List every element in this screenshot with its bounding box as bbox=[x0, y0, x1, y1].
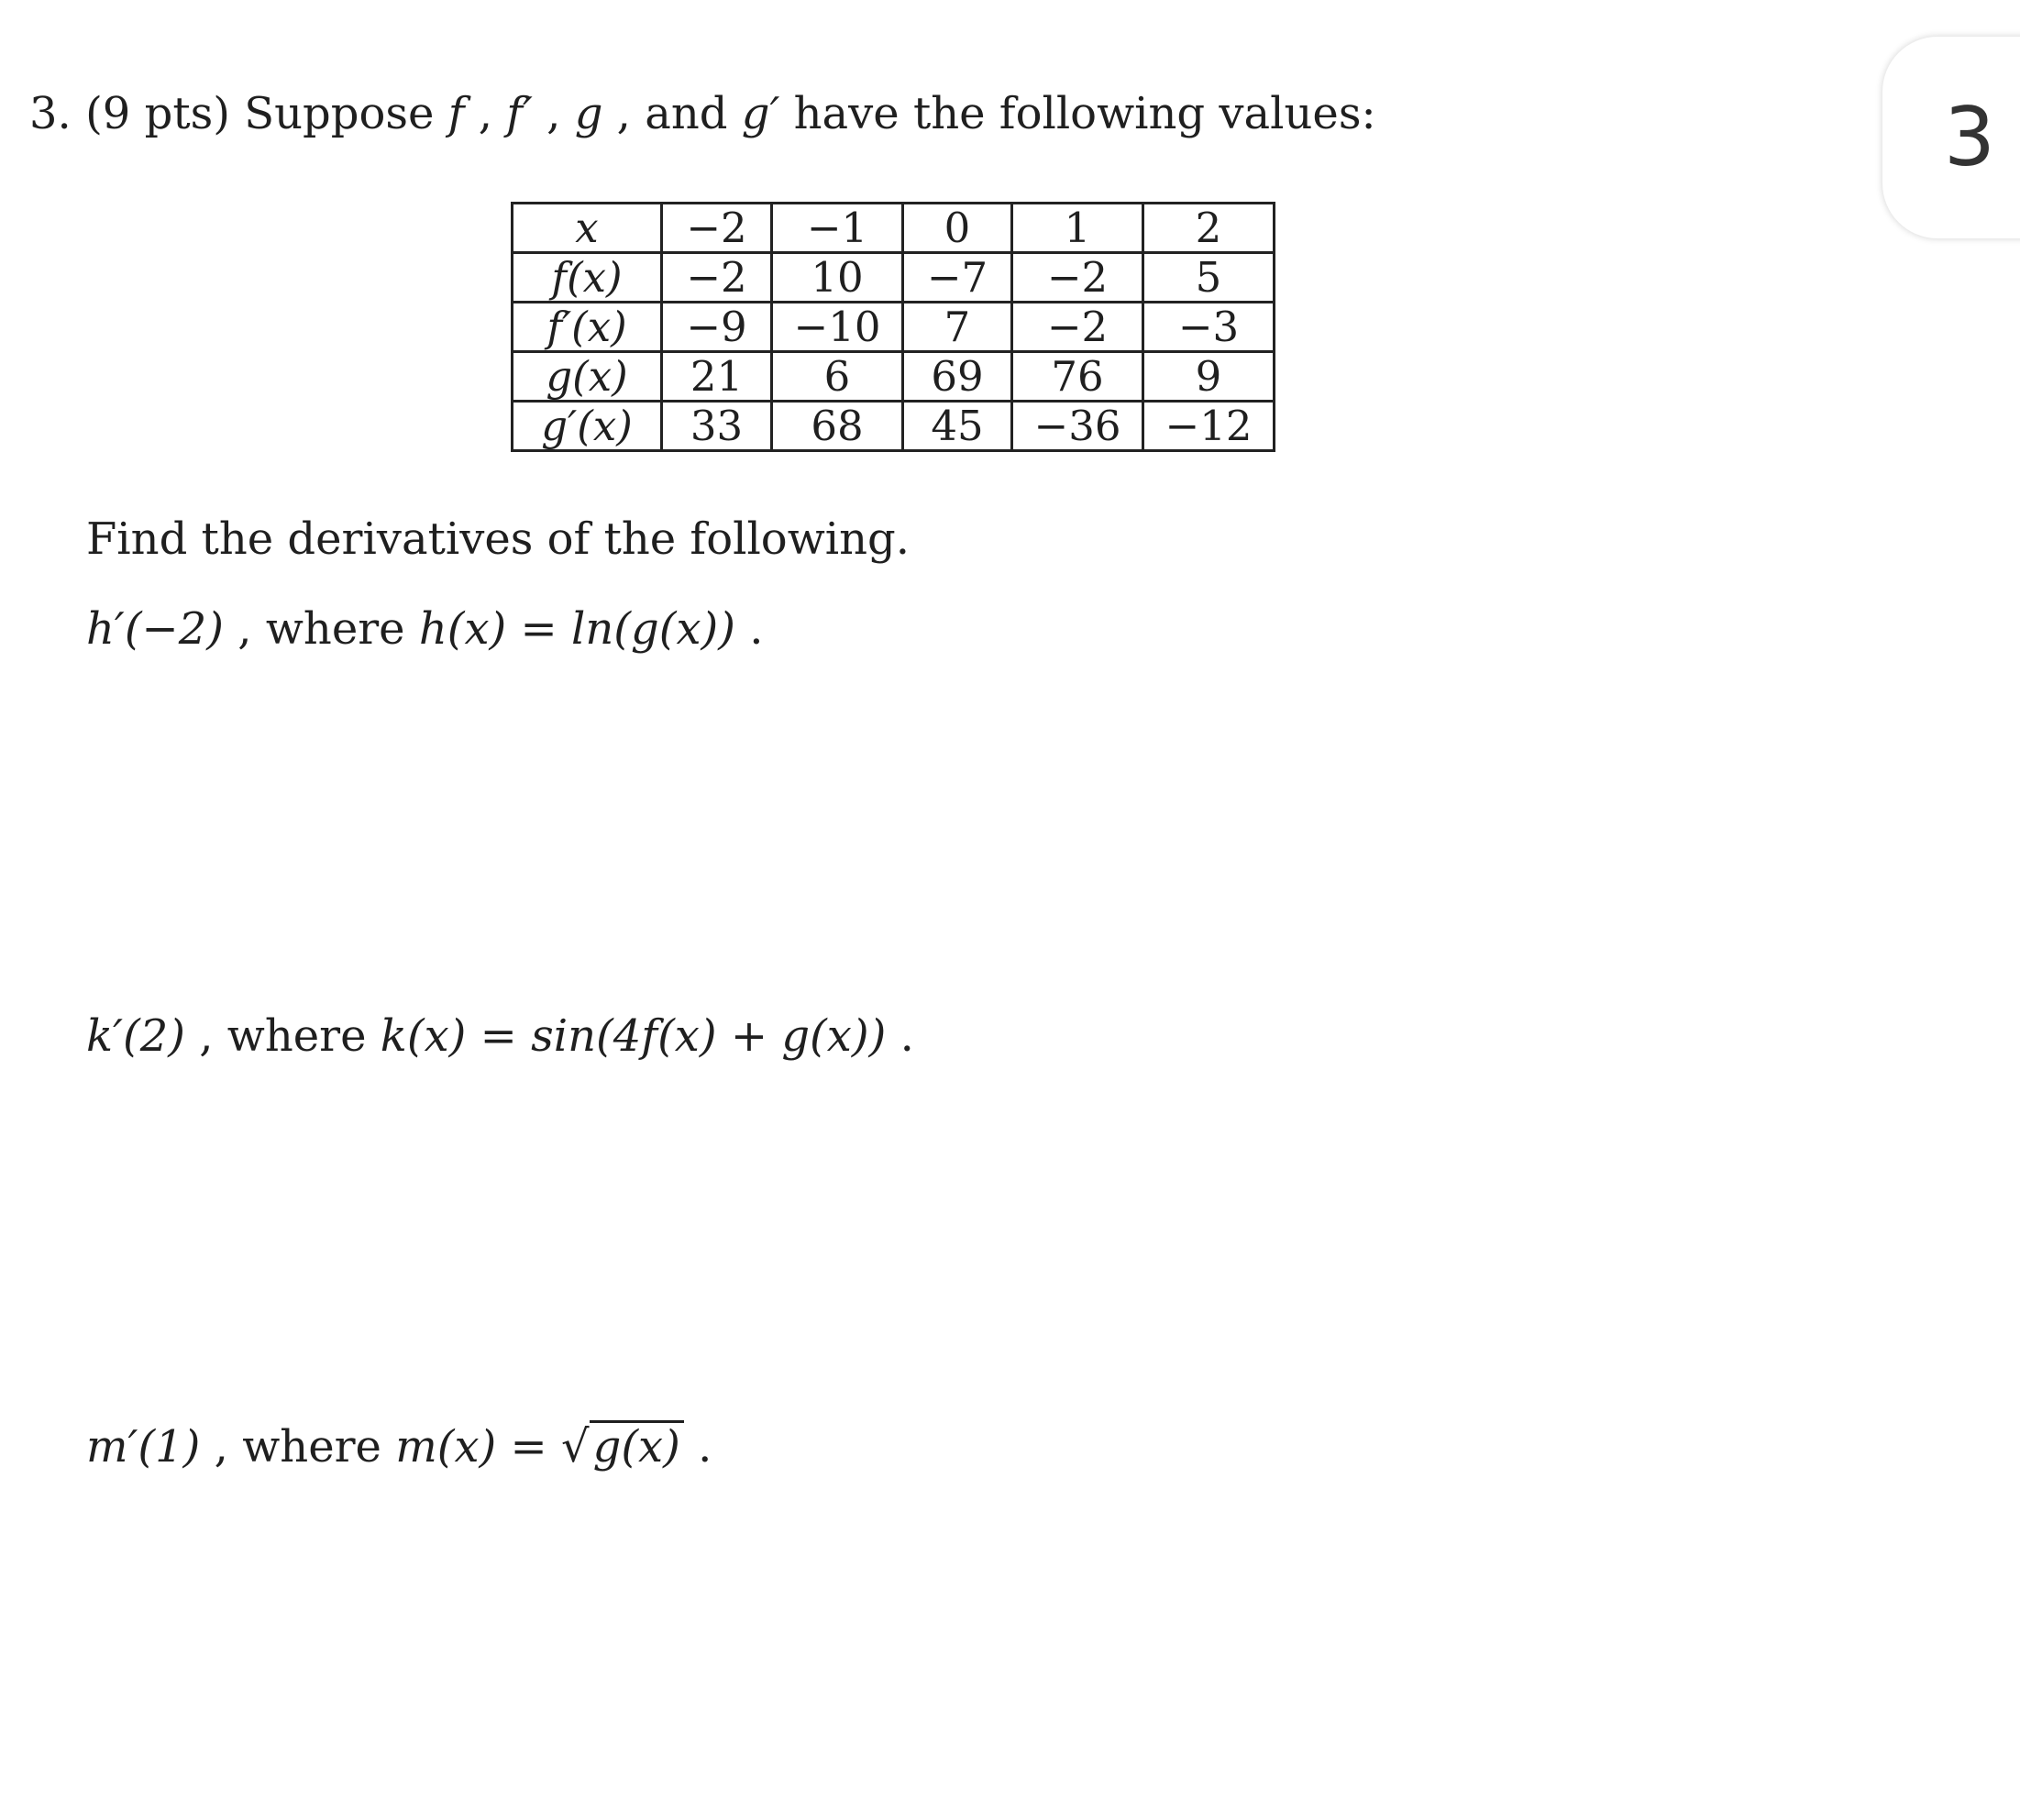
table-cell: −2 bbox=[662, 253, 772, 303]
table-cell: 76 bbox=[1012, 352, 1143, 402]
row-label: f(x) bbox=[513, 253, 662, 303]
problem-statement: 3. (9 pts) Suppose f , f′ , g , and g′ have the following values: bbox=[29, 88, 1376, 139]
radicand: g(x) bbox=[590, 1420, 684, 1471]
part-where: , where bbox=[214, 1421, 381, 1473]
radical-sign: √ bbox=[561, 1421, 590, 1473]
values-table bbox=[511, 202, 1275, 452]
problem-points: (9 pts) bbox=[85, 88, 230, 139]
problem-number: 3. bbox=[29, 88, 72, 139]
part-definition-lhs: m(x) = bbox=[395, 1421, 547, 1473]
part-target: h′(−2) bbox=[86, 603, 225, 655]
table-cell: 10 bbox=[772, 253, 903, 303]
square-root bbox=[561, 1419, 684, 1474]
part-end: . bbox=[749, 603, 764, 655]
table-cell: −9 bbox=[662, 303, 772, 352]
problem-intro: Suppose bbox=[244, 88, 435, 139]
table-row-x bbox=[513, 204, 1275, 253]
table-cell: 7 bbox=[903, 303, 1012, 352]
table-cell: 45 bbox=[903, 402, 1012, 451]
table-cell: 6 bbox=[772, 352, 903, 402]
table-row-f bbox=[513, 253, 1275, 303]
problem-closing: have the following values: bbox=[793, 88, 1376, 139]
part-where: , where bbox=[237, 603, 405, 655]
table-cell: −7 bbox=[903, 253, 1012, 303]
instruction-text: Find the derivatives of the following. bbox=[86, 513, 911, 565]
problem-and: and bbox=[645, 88, 728, 139]
part-where: , where bbox=[199, 1010, 367, 1062]
table-row-g bbox=[513, 352, 1275, 402]
part-end: . bbox=[900, 1010, 914, 1062]
part-target: k′(2) bbox=[86, 1010, 185, 1062]
page-number-label: 3 bbox=[1944, 90, 1995, 184]
table-cell: −3 bbox=[1143, 303, 1275, 352]
table-cell: −2 bbox=[1012, 303, 1143, 352]
table-cell: 69 bbox=[903, 352, 1012, 402]
function-g-prime: g′ bbox=[741, 88, 780, 139]
table-cell: −1 bbox=[772, 204, 903, 253]
function-f-prime: f′ bbox=[506, 88, 533, 139]
table-cell: 1 bbox=[1012, 204, 1143, 253]
table-cell: 33 bbox=[662, 402, 772, 451]
row-label: g′(x) bbox=[513, 402, 662, 451]
table-cell: −36 bbox=[1012, 402, 1143, 451]
part-target: m′(1) bbox=[86, 1421, 201, 1473]
part-end: . bbox=[698, 1421, 712, 1473]
table-cell: −2 bbox=[1012, 253, 1143, 303]
function-g: g bbox=[574, 88, 603, 139]
table-cell: 2 bbox=[1143, 204, 1275, 253]
table-cell: 0 bbox=[903, 204, 1012, 253]
table-row-f-prime bbox=[513, 303, 1275, 352]
part-h-prime bbox=[86, 601, 764, 656]
table-row-g-prime bbox=[513, 402, 1275, 451]
row-label: x bbox=[513, 204, 662, 253]
function-f: f bbox=[447, 88, 465, 139]
table-cell: −2 bbox=[662, 204, 772, 253]
part-k-prime bbox=[86, 1009, 914, 1064]
part-m-prime bbox=[86, 1419, 712, 1474]
part-definition: k(x) = sin(4f(x) + g(x)) bbox=[380, 1010, 887, 1062]
table-cell: −12 bbox=[1143, 402, 1275, 451]
part-definition: h(x) = ln(g(x)) bbox=[418, 603, 735, 655]
table-cell: 68 bbox=[772, 402, 903, 451]
table-cell: 5 bbox=[1143, 253, 1275, 303]
table-cell: −10 bbox=[772, 303, 903, 352]
table-cell: 9 bbox=[1143, 352, 1275, 402]
table-cell: 21 bbox=[662, 352, 772, 402]
row-label: g(x) bbox=[513, 352, 662, 402]
row-label: f′(x) bbox=[513, 303, 662, 352]
